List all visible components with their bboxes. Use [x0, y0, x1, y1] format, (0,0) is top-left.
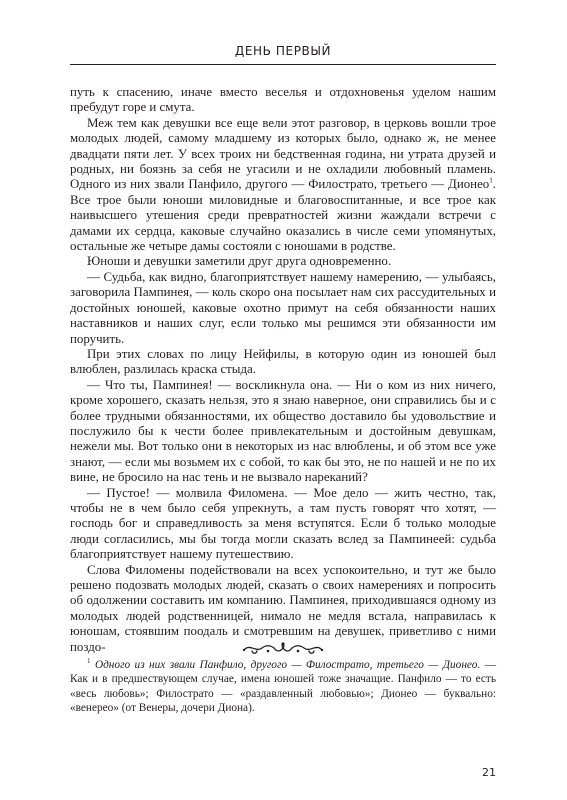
ornament-divider-icon: [240, 641, 326, 655]
body-text: [70, 85, 496, 655]
footnote-text: [70, 658, 496, 716]
paragraph: При этих словах по лицу Нейфилы, в которую один из юношей был влюблен, разлилась краска стыда.: [70, 346, 496, 377]
footnote: [70, 658, 496, 716]
paragraph: [70, 116, 496, 255]
paragraph: Юноши и девушки заметили друг друга одновременно.: [87, 254, 392, 269]
footnote-body: — Как и в предшествующем случае, имена юношей тоже значащие. Панфило — то есть «весь любовь»; Филострато — «раздавленный любовью»; Дионео — буквально: «венерео» (от Венеры, дочери Диона).: [70, 659, 497, 715]
paragraph-text-continued: . Все трое были юноши миловидные и благовоспитанные, и все трое как наивысшего утешения среди превратностей жизни жаждали встречи с дамами их сердца, каковые случайно оказались в числе семи упомянутых, остальные же четыре дамы состояли с юношами в родстве.: [70, 177, 496, 254]
page-number: 21: [482, 766, 496, 779]
footnote-lemma: Одного из них звали Панфило, другого — Филострато, третьего — Дионео.: [94, 659, 481, 671]
paragraph: — Что ты, Пампинея! — воскликнула она. — Ни о ком из них ничего, кроме хорошего, сказать нельзя, это я знаю наверное, они справились бы и с более трудными обязанностями, их общество доставило бы удовольствие и послужило бы к чести более привлекательным и достойным девушкам, нежели мы. Вот только они в некоторых из нас влюблены, и об этом все уже знают, — если мы возьмем их с собой, то как бы это, не по нашей и не по их вине, не бросило на нас тень и не вызвало нареканий?: [70, 377, 496, 485]
running-header: ДЕНЬ ПЕРВЫЙ: [234, 44, 332, 58]
paragraph: путь к спасению, иначе вместо веселья и отдохновенья уделом нашим пребудут горе и смута.: [70, 85, 496, 115]
paragraph: — Судьба, как видно, благоприятствует нашему намерению, — улыбаясь, заговорила Пампинея, — коль скоро она посылает нам сих рассудительных и достойных юношей, каковые охотно примут на себя обязанности наших наставников и наших слуг, если только мы решимся эти обязанности им поручить.: [70, 269, 496, 346]
paragraph: — Пустое! — молвила Филомена. — Мое дело — жить честно, так, чтобы не в чем было себя упрекнуть, а там пусть говорят что хотят, — господь бог и справедливость за меня вступятся. Если б только молодые люди согласились, мы бы тогда могли сказать вслед за Пампинеей: судьба благоприятствует нашему путешествию.: [70, 485, 496, 562]
paragraph-text: Меж тем как девушки все еще вели этот разговор, в церковь вошли трое молодых людей, самому младшему из которых было, однако ж, не менее двадцати пяти лет. У всех троих ни бедственная година, ни утрата друзей и родных, ни боязнь за себя не угасили и не охладили любовный пламень. Одного из них звали Панфило, другого — Филострато, третьего — Дионео: [70, 115, 496, 192]
header-rule: [70, 64, 496, 65]
footnote-marker: 1: [87, 657, 91, 666]
paragraph: Слова Филомены подействовали на всех успокоительно, и тут же было решено подозвать молодых людей, сказать о своих намерениях и попросить об одолжении составить им компанию. Пампинея, приходившаяся одному из молодых людей родственницей, нимало не медля встала, направилась к юношам, стоявшим поодаль и смотревшим на девушек, приветливо с ними поздо-: [70, 562, 496, 654]
footnote-ref[interactable]: 1: [489, 177, 493, 186]
